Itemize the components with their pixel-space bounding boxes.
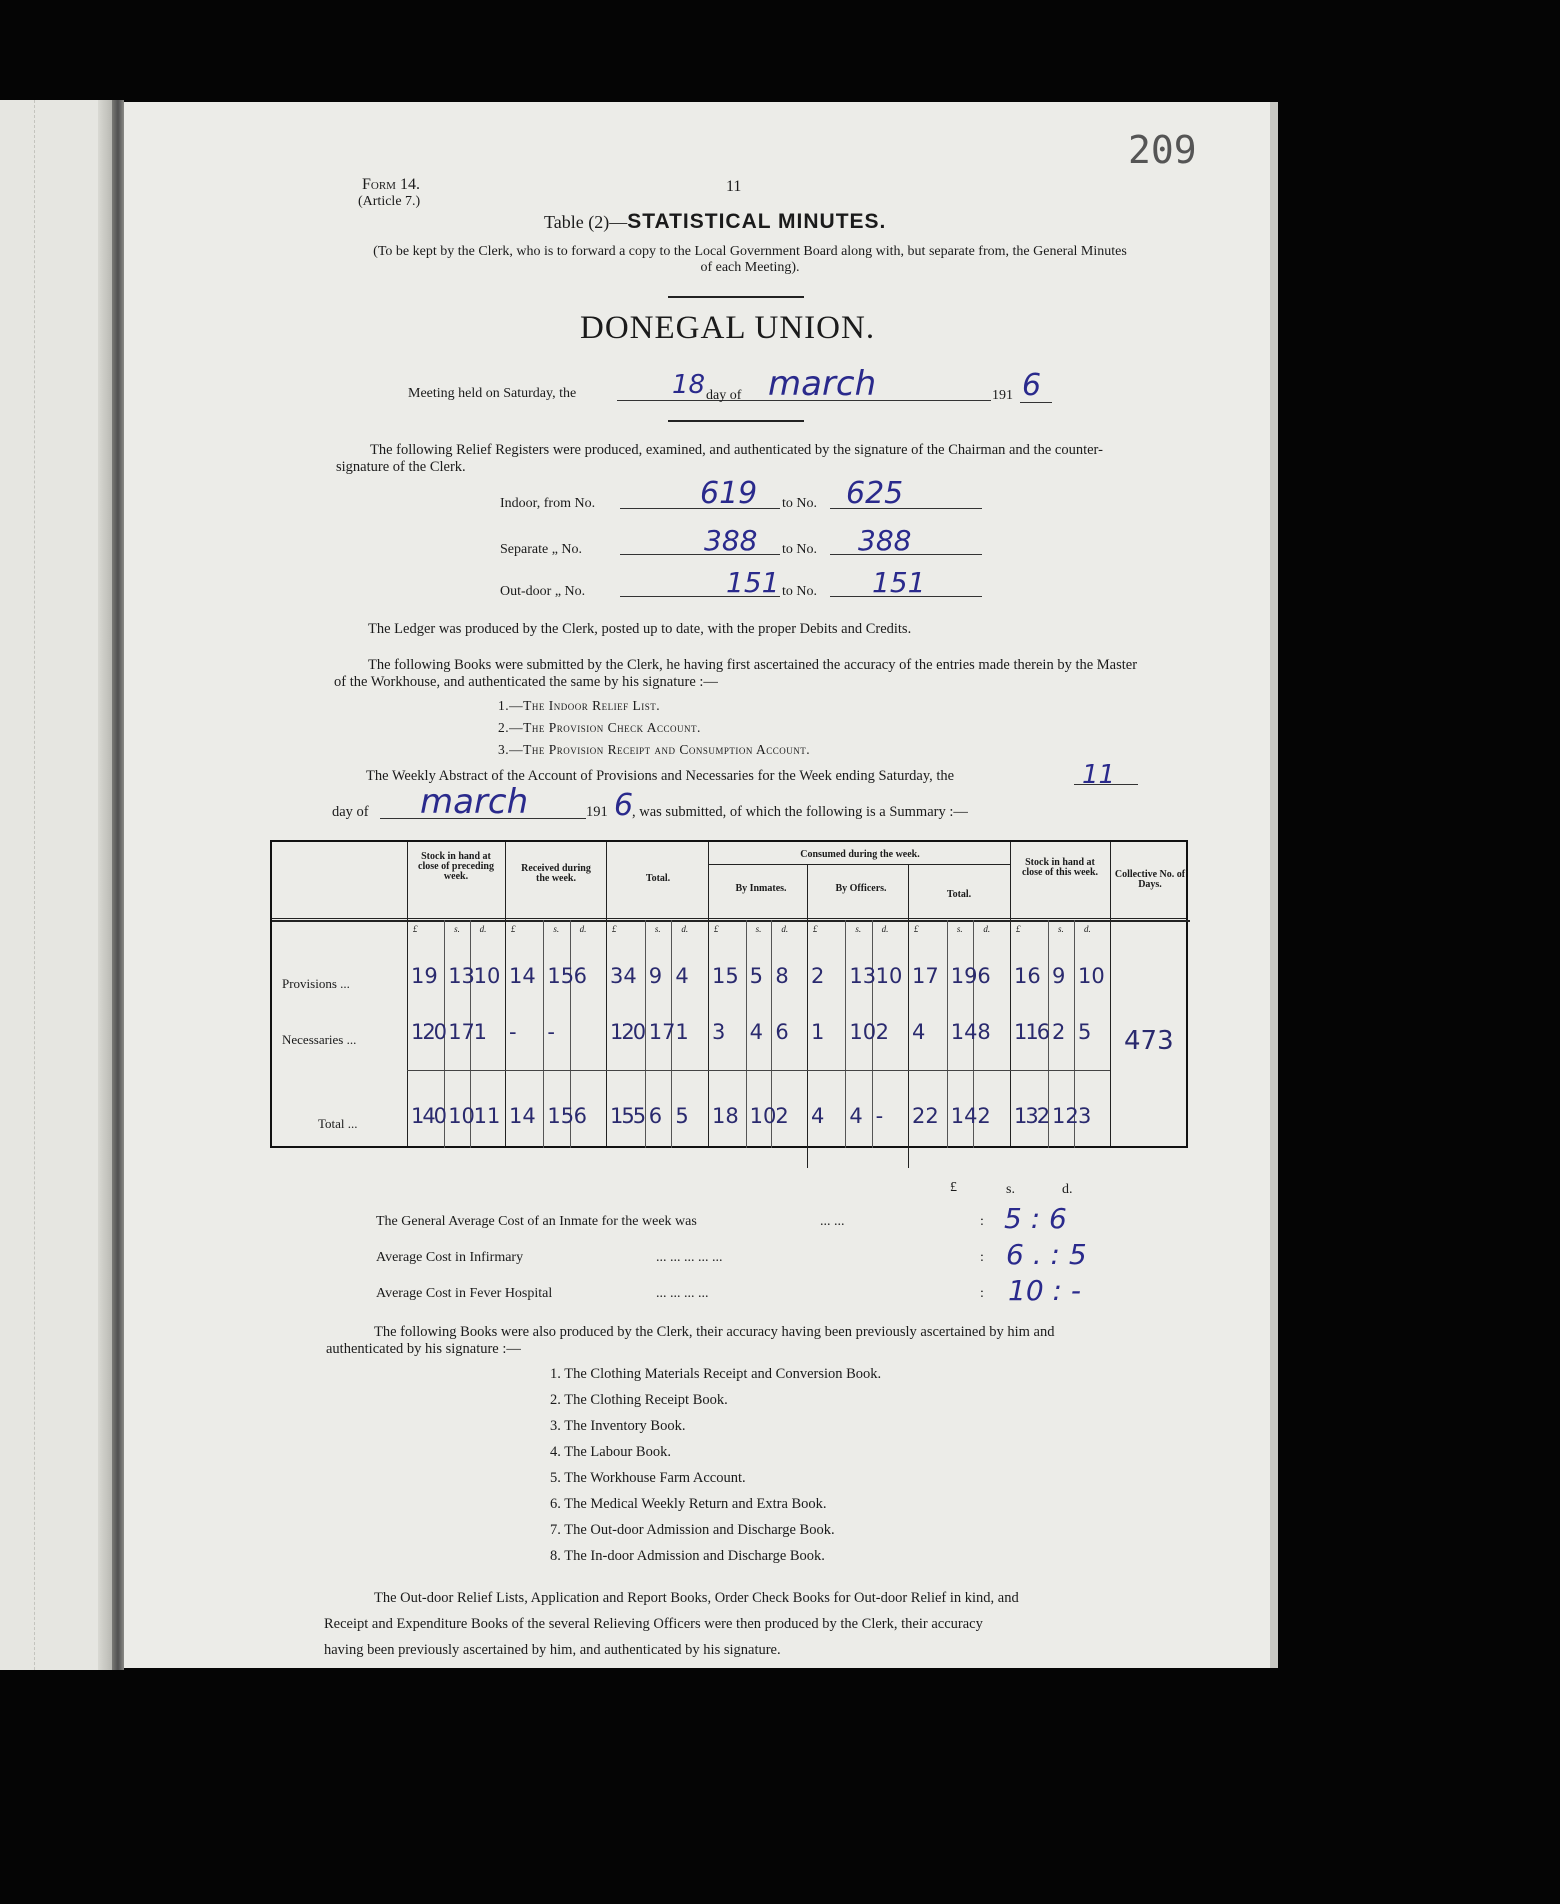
table-cell: 10 bbox=[448, 1104, 475, 1128]
table-cell: 6 bbox=[775, 1020, 789, 1044]
table-cell: 3 bbox=[1078, 1104, 1092, 1128]
unit-label: £ bbox=[813, 924, 818, 934]
table-title: Table (2)—STATISTICAL MINUTES. bbox=[544, 210, 887, 233]
also-book-2: 2. The Clothing Receipt Book. bbox=[550, 1392, 728, 1408]
table-cell: 14 bbox=[950, 1020, 978, 1044]
meeting-day: 18 bbox=[672, 370, 706, 400]
table-cell: 2 bbox=[1052, 1020, 1066, 1044]
header-consumed: Consumed during the week. bbox=[800, 849, 920, 860]
day-of-label: day of bbox=[706, 388, 742, 403]
indoor-to: 625 bbox=[846, 476, 904, 511]
avg-header-pence: d. bbox=[1062, 1182, 1073, 1197]
header-by-officers: By Officers. bbox=[835, 883, 887, 894]
book-1: 1.—The Indoor Relief List. bbox=[498, 698, 661, 713]
page-number: 209 bbox=[1128, 128, 1197, 172]
unit-label: d. bbox=[1084, 924, 1091, 934]
folio-number: 11 bbox=[726, 178, 742, 195]
table-cell: 10 bbox=[749, 1104, 777, 1128]
weekly-line: The Weekly Abstract of the Account of Provisions and Necessaries for the Week ending Saturday, the bbox=[366, 768, 955, 784]
also-book-6: 6. The Medical Weekly Return and Extra Book. bbox=[550, 1496, 827, 1512]
table-cell: 120 bbox=[610, 1020, 645, 1044]
book-2: 2.—The Provision Check Account. bbox=[498, 720, 701, 735]
outdoor-to: 151 bbox=[872, 566, 926, 599]
table-cell: 17 bbox=[648, 1020, 676, 1044]
also-book-4: 4. The Labour Book. bbox=[550, 1444, 671, 1460]
unit-label: s. bbox=[654, 924, 661, 934]
table-cell: 19 bbox=[950, 964, 978, 988]
table-cell: 34 bbox=[610, 964, 637, 988]
table-cell: 19 bbox=[410, 964, 438, 988]
unit-label: £ bbox=[413, 924, 418, 934]
header-collective: Collective No. of Days. bbox=[1114, 869, 1186, 890]
separate-label: Separate „ No. bbox=[500, 542, 583, 557]
indoor-from: 619 bbox=[700, 476, 758, 511]
instructions: (To be kept by the Clerk, who is to forward a copy to the Local Government Board along with, but separate from, the General Minutes of each Meeting). bbox=[373, 244, 1127, 275]
avg-infirmary-value: 6 . : 5 bbox=[1006, 1238, 1087, 1271]
table-cell: 10 bbox=[875, 964, 903, 988]
also-book-7: 7. The Out-door Admission and Discharge Book. bbox=[550, 1522, 835, 1538]
table-cell: 8 bbox=[775, 964, 789, 988]
table-cell: 132 bbox=[1014, 1104, 1049, 1128]
table-cell: 17 bbox=[448, 1020, 475, 1044]
table-cell: 13 bbox=[448, 964, 475, 988]
unit-label: s. bbox=[755, 924, 762, 934]
book-3: 3.—The Provision Receipt and Consumption Account. bbox=[498, 742, 811, 757]
table-cell: - bbox=[547, 1020, 555, 1044]
table-cell: 14 bbox=[509, 964, 536, 988]
table-cell: 13 bbox=[849, 964, 877, 988]
table-cell: 3 bbox=[711, 1020, 726, 1044]
unit-label: s. bbox=[956, 924, 963, 934]
avg-header-shillings: s. bbox=[1006, 1182, 1015, 1197]
book-spine bbox=[112, 100, 124, 1670]
header-total: Total. bbox=[645, 873, 671, 884]
divider bbox=[668, 420, 804, 422]
year-prefix: 191 bbox=[992, 388, 1013, 403]
table-cell: 6 bbox=[573, 964, 588, 988]
header-by-inmates: By Inmates. bbox=[735, 883, 787, 894]
table-cell: 5 bbox=[1078, 1020, 1092, 1044]
closing-line-2: Receipt and Expenditure Books of the several Relieving Officers were then produced by the Clerk, their accuracy bbox=[324, 1616, 983, 1632]
table-cell: 4 bbox=[849, 1104, 863, 1128]
unit-label: s. bbox=[1058, 924, 1064, 934]
table-cell: 5 bbox=[749, 964, 763, 988]
table-cell: 4 bbox=[675, 964, 689, 988]
row-label-total: Total ... bbox=[318, 1116, 358, 1131]
weekly-year-digit: 6 bbox=[614, 788, 634, 823]
header-stock-prev: Stock in hand at close of preceding week. bbox=[418, 851, 494, 882]
table-cell: 1 bbox=[473, 1020, 488, 1044]
unit-label: £ bbox=[914, 924, 919, 934]
header-stock-close: Stock in hand at close of this week. bbox=[1021, 857, 1099, 878]
avg-inmate-value: 5 : 6 bbox=[1004, 1202, 1067, 1235]
weekly-day: 11 bbox=[1082, 760, 1116, 790]
table-cell: 1 bbox=[811, 1020, 825, 1044]
page-edge bbox=[1270, 102, 1278, 1668]
table-cell: 9 bbox=[1052, 964, 1066, 988]
table-cell: 10 bbox=[849, 1020, 877, 1044]
collective-days-value: 473 bbox=[1124, 1026, 1174, 1056]
row-label-provisions: Provisions ... bbox=[282, 976, 350, 991]
also-books-intro: The following Books were also produced by the Clerk, their accuracy having been previously ascertained by him and authenticated by his signature :— bbox=[326, 1324, 1055, 1357]
ledger-text: The Ledger was produced by the Clerk, posted up to date, with the proper Debits and Credits. bbox=[368, 621, 912, 637]
table-cell: 2 bbox=[775, 1104, 789, 1128]
unit-label: d. bbox=[881, 924, 889, 934]
table-cell: 4 bbox=[811, 1104, 825, 1128]
table-cell: 1 bbox=[675, 1020, 689, 1044]
table-cell: 15 bbox=[711, 964, 739, 988]
facing-page bbox=[0, 100, 112, 1670]
table-cell: 10 bbox=[473, 964, 501, 988]
table-cell: 120 bbox=[410, 1020, 446, 1044]
meeting-month: march bbox=[768, 364, 877, 404]
header-received: Received during the week. bbox=[521, 863, 591, 884]
avg-fever-value: 10 : - bbox=[1008, 1274, 1081, 1307]
also-book-5: 5. The Workhouse Farm Account. bbox=[550, 1470, 746, 1486]
table-cell: 17 bbox=[912, 964, 939, 988]
unit-label: £ bbox=[714, 924, 719, 934]
outdoor-from: 151 bbox=[726, 566, 780, 599]
unit-label: s. bbox=[855, 924, 862, 934]
avg-infirmary-label: Average Cost in Infirmary bbox=[376, 1250, 524, 1265]
table-cell: 2 bbox=[811, 964, 825, 988]
article-label: (Article 7.) bbox=[358, 194, 421, 209]
table-cell: 16 bbox=[1014, 964, 1041, 988]
separate-to: 388 bbox=[858, 524, 912, 557]
weekly-day-of: day of bbox=[332, 804, 369, 820]
table-cell: 22 bbox=[912, 1104, 939, 1128]
avg-header-pounds: £ bbox=[950, 1180, 957, 1195]
table-cell: 12 bbox=[1052, 1104, 1079, 1128]
table-cell: 155 bbox=[610, 1104, 645, 1128]
table-cell: - bbox=[509, 1020, 517, 1044]
separate-from: 388 bbox=[704, 524, 758, 557]
table-cell: 6 bbox=[977, 964, 991, 988]
table-cell: 18 bbox=[711, 1104, 739, 1128]
form-label: Form 14. bbox=[362, 176, 420, 193]
unit-label: s. bbox=[454, 924, 460, 934]
table-cell: 116 bbox=[1014, 1020, 1049, 1044]
table-cell: 14 bbox=[509, 1104, 536, 1128]
union-name: DONEGAL UNION. bbox=[580, 310, 876, 346]
table-cell: 2 bbox=[875, 1020, 890, 1044]
table-cell: 10 bbox=[1078, 964, 1105, 988]
indoor-label: Indoor, from No. bbox=[500, 496, 596, 511]
table-cell: 14 bbox=[950, 1104, 978, 1128]
registers-intro: The following Relief Registers were produced, examined, and authenticated by the signature of the Chairman and the counter-signature of the Clerk. bbox=[336, 442, 1103, 475]
also-book-1: 1. The Clothing Materials Receipt and Conversion Book. bbox=[550, 1366, 882, 1382]
divider bbox=[668, 296, 804, 298]
closing-line-1: The Out-door Relief Lists, Application and Report Books, Order Check Books for Out-door Relief in kind, and bbox=[374, 1590, 1019, 1606]
avg-fever-label: Average Cost in Fever Hospital bbox=[376, 1286, 553, 1301]
table-cell: 9 bbox=[648, 964, 663, 988]
unit-label: d. bbox=[983, 924, 991, 934]
unit-label: d. bbox=[579, 924, 587, 934]
weekly-month: march bbox=[420, 782, 529, 822]
unit-label: £ bbox=[612, 924, 617, 934]
unit-label: £ bbox=[1016, 924, 1021, 934]
table-cell: 15 bbox=[547, 1104, 575, 1128]
avg-inmate-label: The General Average Cost of an Inmate for the week was bbox=[376, 1214, 697, 1229]
unit-label: d. bbox=[681, 924, 689, 934]
outdoor-label: Out-door „ No. bbox=[500, 584, 586, 599]
unit-label: s. bbox=[553, 924, 560, 934]
table-cell: - bbox=[875, 1104, 884, 1128]
books-intro: The following Books were submitted by the Clerk, he having first ascertained the accuracy of the entries made therein by the Master of the Workhouse, and authenticated the same by his signature :— bbox=[334, 657, 1138, 690]
table-cell: 5 bbox=[675, 1104, 689, 1128]
unit-label: d. bbox=[479, 924, 487, 934]
also-book-8: 8. The In-door Admission and Discharge Book. bbox=[550, 1548, 825, 1564]
table-cell: 8 bbox=[977, 1020, 991, 1044]
meeting-year-digit: 6 bbox=[1022, 368, 1042, 403]
unit-label: d. bbox=[781, 924, 789, 934]
table-cell: 140 bbox=[410, 1104, 446, 1128]
table-cell: 2 bbox=[977, 1104, 991, 1128]
row-label-necessaries: Necessaries ... bbox=[282, 1032, 357, 1047]
summary-table bbox=[270, 840, 1188, 1148]
meeting-label: Meeting held on Saturday, the bbox=[408, 386, 577, 401]
also-book-3: 3. The Inventory Book. bbox=[550, 1418, 686, 1434]
table-cell: 4 bbox=[912, 1020, 926, 1044]
table-cell: 4 bbox=[749, 1020, 763, 1044]
table-cell: 6 bbox=[648, 1104, 663, 1128]
header-consumed-total: Total. bbox=[946, 889, 972, 900]
table-cell: 6 bbox=[573, 1104, 588, 1128]
closing-line-3: having been previously ascertained by him, and authenticated by his signature. bbox=[324, 1642, 781, 1658]
unit-label: £ bbox=[511, 924, 516, 934]
table-cell: 11 bbox=[473, 1104, 501, 1128]
table-cell: 15 bbox=[547, 964, 575, 988]
